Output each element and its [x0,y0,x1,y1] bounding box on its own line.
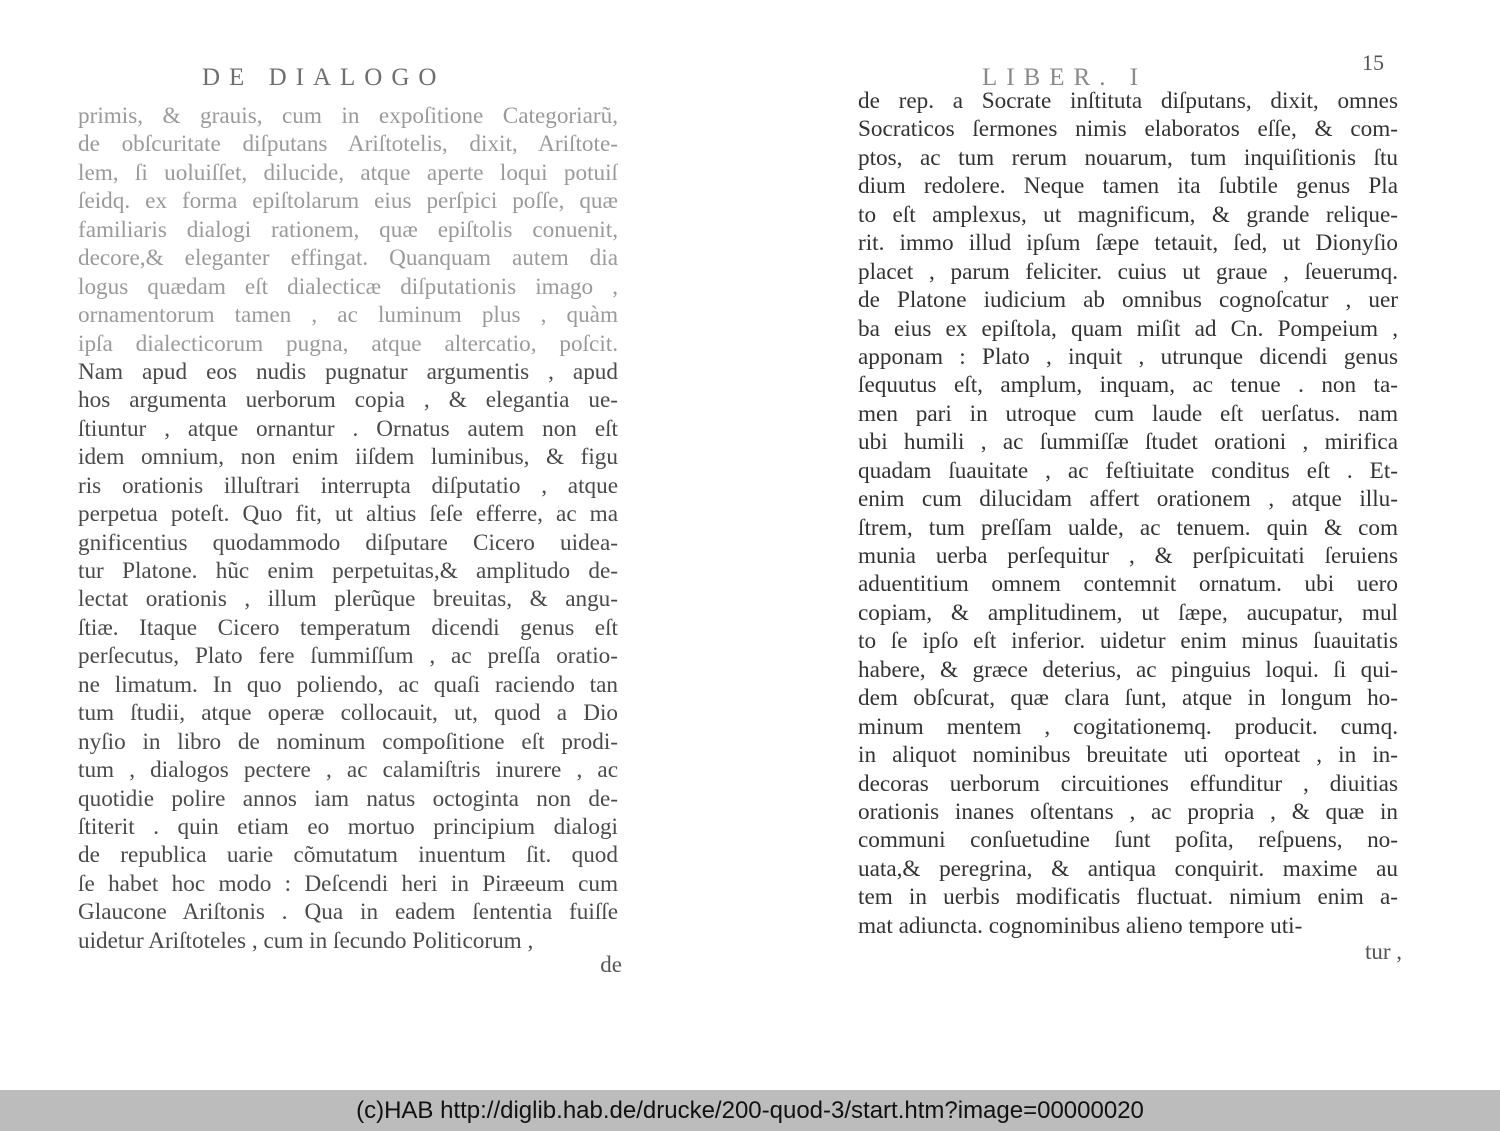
text-line: ubi humili , ac ſummiſſæ ſtudet orationi , mirifica [858,429,1398,456]
text-line: decore,& eleganter effingat. Quanquam autem dia [78,245,618,272]
text-line: hos argumenta uerborum copia , & elegantia ue- [78,387,618,414]
text-line: in aliquot nominibus breuitate uti oporteat , in in- [858,742,1398,769]
text-line: mat adiuncta. cognominibus alieno tempore uti- [858,912,1303,939]
text-line: ptos, ac tum rerum nouarum, tum inquiſitionis ſtu [858,144,1398,171]
text-line: uata,& peregrina, & antiqua conquirit. maxime au [858,855,1398,882]
text-line: placet , parum feliciter. cuius ut graue , ſeuerumq. [858,258,1398,285]
text-line: perſecutus, Plato fere ſummiſſum , ac preſſa oratio- [78,643,618,670]
running-head: DE DIALOGO [202,64,446,91]
text-line: munia uerba perſequitur , & perſpicuitati ſeruiens [858,543,1398,569]
text-line: quadam ſuauitate , ac feſtiuitate conditus eſt . Et- [858,457,1398,484]
text-line: apponam : Plato , inquit , utrunque dicendi genus [858,343,1398,370]
text-line: rit. immo illud ipſum ſæpe tetauit, ſed, ut Dionyſio [858,230,1398,257]
text-line: lem, ſi uoluiſſet, dilucide, atque aperte loqui potuiſ [78,159,618,186]
text-line: to ſe ipſo eſt inferior. uidetur enim minus ſuauitatis [858,628,1398,655]
text-line: ſtiterit . quin etiam eo mortuo principium dialogi [78,813,618,840]
text-line: de rep. a Socrate inſtituta diſputans, dixit, omnes [858,88,1398,114]
text-line: men pari in utroque cum laude eſt uerſatus. nam [858,400,1398,427]
text-line: de Platone iudicium ab omnibus cognoſcatur , uer [858,287,1398,314]
text-line: dem obſcurat, quæ clara ſunt, atque in longum ho- [858,685,1398,712]
text-line: de republica uarie cõmutatum inuentum ſit. quod [78,842,618,869]
text-line: copiam, & amplitudinem, ut ſæpe, aucupatur, mul [858,599,1398,626]
text-line: Nam apud eos nudis pugnatur argumentis , apud [78,358,618,385]
left-page [0,0,750,1090]
text-line: nyſio in libro de nominum compoſitione eſt prodi- [78,728,618,755]
catchword: de [600,952,622,977]
text-line: decoras uerborum circuitiones effunditur , diuitias [858,770,1398,797]
text-line: idem omnium, non enim iiſdem luminibus, & figu [78,444,618,471]
footer-bar [0,1090,1500,1131]
text-line: ris orationis illuſtrari interrupta diſputatio , atque [78,472,618,499]
text-line: tur Platone. hũc enim perpetuitas,& amplitudo de- [78,558,618,584]
copyright-credit: (c)HAB http://diglib.hab.de/drucke/200-quod-3/start.htm?image=00000020 [356,1096,1144,1124]
text-line: tum , dialogos pectere , ac calamiſtris inurere , ac [78,757,618,784]
text-line: habere, & græce deterius, ac pinguius loqui. ſi qui- [858,656,1398,683]
text-line: ſeidq. ex forma epiſtolarum eius perſpici poſſe, quæ [78,188,618,215]
text-line: enim cum dilucidam affert orationem , atque illu- [858,486,1398,513]
text-line: ſtiæ. Itaque Cicero temperatum dicendi genus eſt [78,614,618,641]
text-line: perpetua poteſt. Quo fit, ut altius ſeſe efferre, ac ma [78,501,618,528]
text-line: ſe habet hoc modo : Deſcendi heri in Piræeum cum [78,870,618,897]
text-line: dium redolere. Neque tamen ita ſubtile genus Pla [858,173,1398,200]
right-page [750,0,1500,1090]
text-line: ſtrem, tum preſſam ualde, ac tenuem. quin & com [858,514,1398,541]
text-line: minum mentem , cogitationemq. producit. cumq. [858,713,1398,740]
text-line: ſequutus eſt, amplum, inquam, ac tenue . non ta- [858,372,1398,399]
text-line: tum ſtudii, atque operæ collocauit, ut, quod a Dio [78,700,618,727]
text-line: lectat orationis , illum plerũque breuitas, & angu- [78,586,618,613]
text-line: gnificentius quodammodo diſputare Cicero uidea- [78,529,618,556]
text-line: tem in uerbis modificatis fluctuat. nimium enim a- [858,884,1398,911]
running-head: LIBER. I [982,64,1148,91]
text-line: ba eius ex epiſtola, quam miſit ad Cn. Pompeium , [858,315,1398,342]
text-line: aduentitium omnem contemnit ornatum. ubi uero [858,571,1398,598]
page-number: 15 [1362,50,1384,75]
text-line: uidetur Ariſtoteles , cum in ſecundo Politicorum , [78,927,534,954]
text-block [78,102,618,955]
text-line: Socraticos ſermones nimis elaboratos eſſe, & com- [858,116,1398,143]
catchword: tur , [1364,939,1402,964]
text-line: ne limatum. In quo poliendo, ac quaſi raciendo tan [78,671,618,698]
text-line: to eſt amplexus, ut magnificum, & grande relique- [858,201,1398,228]
text-line: communi conſuetudine ſunt poſita, reſpuens, no- [858,827,1398,854]
text-line: logus quædam eſt dialecticæ diſputationis imago , [78,273,618,300]
text-line: familiaris dialogi rationem, quæ epiſtolis conuenit, [78,216,618,243]
text-line: quotidie polire annos iam natus octoginta non de- [78,785,618,812]
text-block [858,87,1398,940]
text-line: orationis inanes oſtentans , ac propria , & quæ in [858,798,1398,825]
text-line: primis, & grauis, cum in expoſitione Categoriarũ, [78,103,618,129]
text-line: de obſcuritate diſputans Ariſtotelis, dixit, Ariſtote- [78,131,618,158]
text-line: ipſa dialecticorum pugna, atque altercatio, poſcit. [78,330,618,357]
text-line: ſtiuntur , atque ornantur . Ornatus autem non eſt [78,415,618,442]
text-line: Glaucone Ariſtonis . Qua in eadem ſententia fuiſſe [78,899,618,926]
text-line: ornamentorum tamen , ac luminum plus , quàm [78,302,618,329]
